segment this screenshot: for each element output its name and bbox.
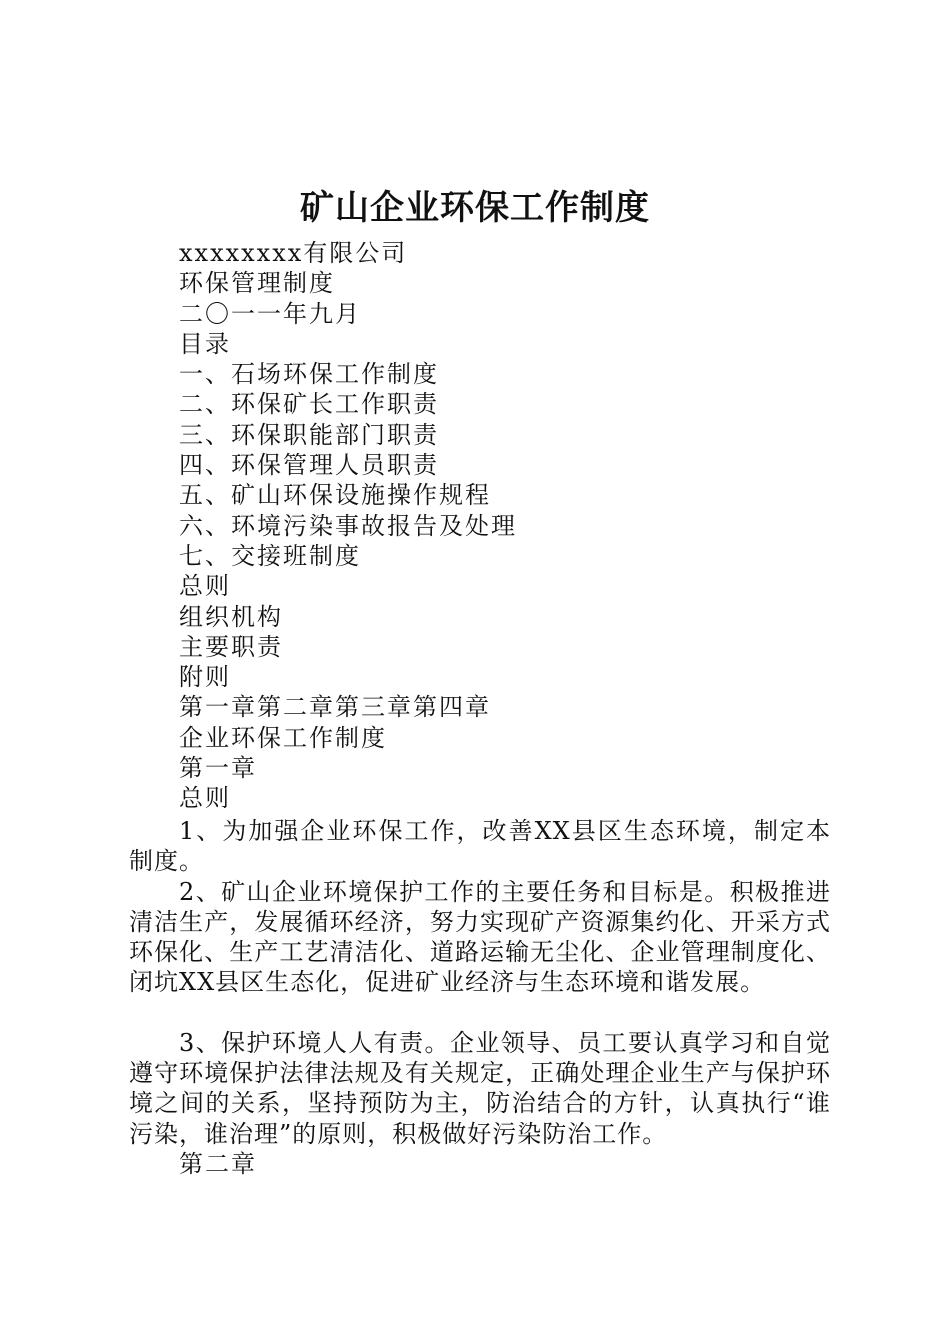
toc-item: 四、环保管理人员职责 [179, 451, 439, 480]
toc-item: 组织机构 [179, 602, 283, 631]
toc-item: 主要职责 [179, 632, 283, 661]
toc-item: 一、石场环保工作制度 [179, 360, 439, 389]
toc-item: 三、环保职能部门职责 [179, 420, 439, 449]
toc-item: 六、环境污染事故报告及处理 [179, 511, 517, 540]
subtitle-line: 环保管理制度 [179, 269, 335, 298]
date-line: 二〇一一年九月 [179, 299, 361, 328]
toc-item: 附则 [179, 663, 231, 692]
body-paragraphs [129, 816, 831, 1179]
toc-item: 第一章第二章第三章第四章 [179, 693, 491, 722]
chapter-subheading: 总则 [179, 784, 231, 813]
toc-item: 总则 [179, 572, 231, 601]
chapter-heading: 第一章 [179, 754, 257, 783]
company-name-line: xxxxxxxx有限公司 [179, 239, 408, 267]
document-title: 矿山企业环保工作制度 [300, 188, 650, 228]
section-title: 企业环保工作制度 [179, 723, 387, 752]
toc-heading: 目录 [179, 329, 231, 358]
paragraph-1: 1、为加强企业环保工作，改善XX县区生态环境，制定本制度。 [129, 817, 831, 876]
paragraph-3: 3、保护环境人人有责。企业领导、员工要认真学习和自觉遵守环境保护法律法规及有关规定，正确处理企业生产与保护环境之间的关系，坚持预防为主，防治结合的方针，认真执行“谁污染，谁治理”的原则，积极做好污染防治工作。 [129, 1028, 831, 1148]
toc-item: 二、环保矿长工作职责 [179, 390, 439, 419]
next-chapter-heading: 第二章 [179, 1149, 257, 1178]
paragraph-2: 2、矿山企业环境保护工作的主要任务和目标是。积极推进清洁生产，发展循环经济，努力实现矿产资源集约化、开采方式环保化、生产工艺清洁化、道路运输无尘化、企业管理制度化、闭坑XX县区生态化，促进矿业经济与生态环境和谐发展。 [129, 877, 831, 997]
toc-item: 五、矿山环保设施操作规程 [179, 481, 491, 510]
toc-item: 七、交接班制度 [179, 541, 361, 570]
front-matter-lines [179, 238, 839, 814]
